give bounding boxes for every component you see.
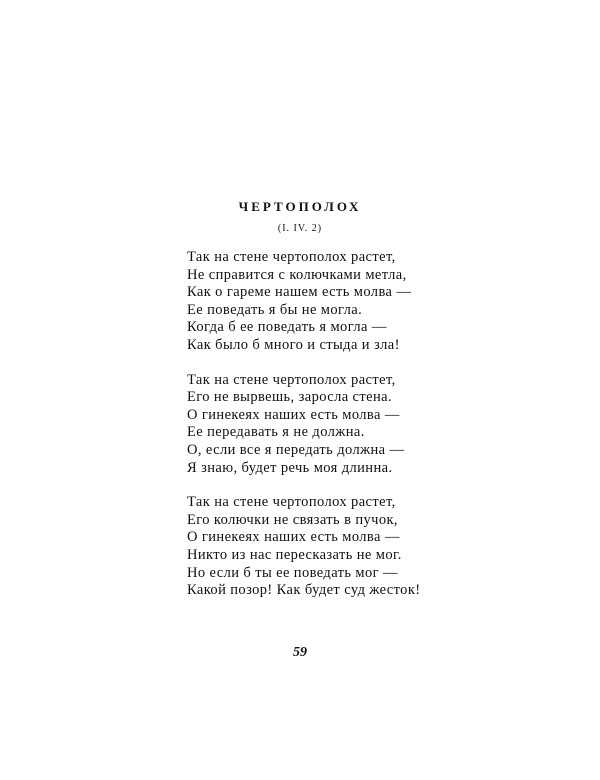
- poem-line: Как о гареме нашем есть молва —: [187, 284, 412, 301]
- poem-line: Как было б много и стыда и зла!: [187, 336, 400, 353]
- poem-line: О гинекеях наших есть молва —: [187, 529, 400, 546]
- poem-line: Я знаю, будет речь моя длинна.: [187, 459, 393, 476]
- poem-line: Не справится с колючками метла,: [187, 266, 407, 283]
- poem-subtitle: (I. IV. 2): [277, 223, 323, 234]
- poem-line: Но если б ты ее поведать мог —: [187, 564, 398, 581]
- poem-line: Никто из нас пересказать не мог.: [187, 546, 402, 563]
- poem-line: Когда б ее поведать я могла —: [187, 319, 387, 336]
- poem-line: Так на стене чертополох растет,: [187, 494, 396, 511]
- stanza-3: [187, 494, 447, 600]
- poem-line: О, если все я передать должна —: [187, 441, 405, 458]
- stanza-1: [187, 249, 447, 355]
- poem-body: [187, 249, 447, 617]
- poem-line: Так на стене чертополох растет,: [187, 371, 396, 388]
- stanza-2: [187, 372, 447, 478]
- page-number: 59: [293, 645, 307, 660]
- poem-line: Какой позор! Как будет суд жесток!: [187, 582, 421, 599]
- poem-title: ЧЕРТОПОЛОХ: [238, 199, 362, 214]
- poem-line: Ее поведать я бы не могла.: [187, 301, 363, 318]
- poem-line: О гинекеях наших есть молва —: [187, 406, 400, 423]
- poem-line: Так на стене чертополох растет,: [187, 249, 396, 265]
- poem-line: Его не вырвешь, заросла стена.: [187, 389, 392, 406]
- poem-line: Ее передавать я не должна.: [187, 424, 365, 441]
- poem-line: Его колючки не связать в пучок,: [187, 511, 398, 528]
